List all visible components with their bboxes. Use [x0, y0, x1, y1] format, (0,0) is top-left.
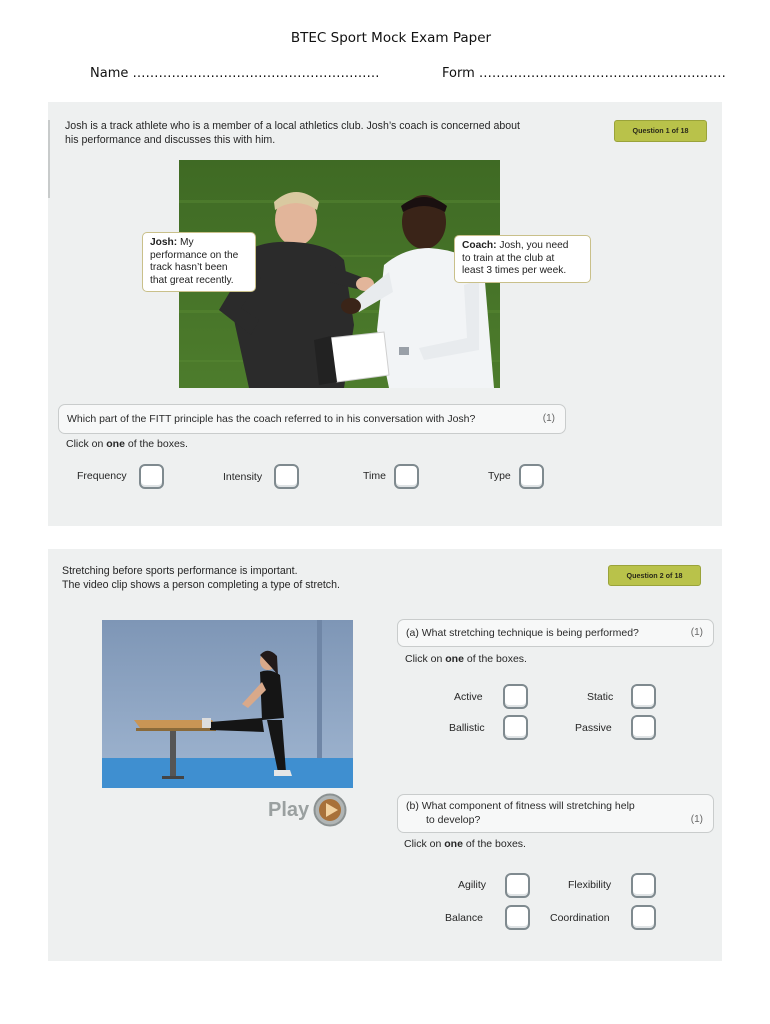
- name-field-line: Name …………………………………………………: [90, 66, 380, 81]
- coach-text-line-2: to train at the club at: [462, 252, 555, 264]
- stretch-video-drawing: [102, 620, 353, 788]
- question-2a-marks: (1): [690, 627, 703, 638]
- option-label-intensity: Intensity: [223, 471, 263, 483]
- question-1-prompt: Which part of the FITT principle has the coach referred to in his conversation with Josh?: [67, 413, 476, 425]
- question-2a-instruction: [405, 653, 527, 665]
- question-1-intro: [65, 120, 605, 147]
- play-icon: [313, 793, 347, 827]
- question-2b-instruction: [404, 838, 526, 850]
- instruction-text-end: of the boxes.: [463, 653, 527, 665]
- coach-speaker-label: Coach:: [462, 240, 497, 251]
- option-label-passive: Passive: [575, 722, 612, 734]
- question-1-card: [48, 102, 722, 526]
- coach-text-line-3: least 3 times per week.: [462, 265, 567, 276]
- option-label-balance: Balance: [445, 912, 483, 924]
- josh-speech-bubble: [142, 232, 256, 292]
- question-2a-prompt: (a) What stretching technique is being performed?: [406, 627, 639, 639]
- checkbox-static[interactable]: [631, 684, 656, 709]
- instruction-text: Click on: [404, 838, 445, 850]
- question-2b-marks: (1): [690, 814, 703, 825]
- question-2-badge: Question 2 of 18: [608, 565, 701, 586]
- coach-speech-bubble: [454, 235, 591, 283]
- option-label-type: Type: [488, 470, 511, 482]
- instruction-emphasis: one: [106, 438, 125, 450]
- checkbox-type[interactable]: [519, 464, 544, 489]
- instruction-emphasis: one: [444, 838, 463, 850]
- josh-text-line-3: track hasn’t been: [150, 262, 228, 273]
- option-label-coordination: Coordination: [550, 912, 610, 924]
- option-label-time: Time: [363, 470, 386, 482]
- card-edge-divider: [48, 120, 50, 198]
- question-2-card: [48, 549, 722, 961]
- josh-speaker-label: Josh:: [150, 237, 178, 248]
- checkbox-frequency[interactable]: [139, 464, 164, 489]
- play-label: Play: [268, 798, 310, 821]
- question-2-intro-line-1: Stretching before sports performance is important.: [62, 565, 298, 577]
- question-2-intro-line-2: The video clip shows a person completing a type of stretch.: [62, 578, 340, 591]
- instruction-text-end: of the boxes.: [124, 438, 188, 450]
- checkbox-intensity[interactable]: [274, 464, 299, 489]
- document-title: BTEC Sport Mock Exam Paper: [290, 30, 492, 46]
- instruction-text-end: of the boxes.: [462, 838, 526, 850]
- checkbox-balance[interactable]: [505, 905, 530, 930]
- question-1-marks: (1): [542, 413, 555, 424]
- josh-text-line-1: My: [177, 237, 194, 248]
- stretch-video-frame[interactable]: [102, 620, 353, 788]
- checkbox-time[interactable]: [394, 464, 419, 489]
- play-button[interactable]: [268, 793, 347, 827]
- question-2a-prompt-box: [397, 619, 714, 647]
- instruction-text: Click on: [66, 438, 107, 450]
- option-label-frequency: Frequency: [77, 470, 127, 482]
- option-label-ballistic: Ballistic: [449, 722, 485, 734]
- question-2b-prompt-line-1: (b) What component of fitness will stretching help: [406, 800, 635, 812]
- question-1-intro-line-2: his performance and discusses this with him.: [65, 133, 276, 146]
- checkbox-flexibility[interactable]: [631, 873, 656, 898]
- option-label-static: Static: [587, 691, 614, 703]
- option-label-flexibility: Flexibility: [568, 879, 612, 891]
- instruction-emphasis: one: [445, 653, 464, 665]
- question-2-intro: [62, 565, 482, 592]
- checkbox-agility[interactable]: [505, 873, 530, 898]
- checkbox-coordination[interactable]: [631, 905, 656, 930]
- question-1-prompt-box: [58, 404, 566, 434]
- option-label-agility: Agility: [458, 879, 487, 891]
- form-field-line: Form …………………………………………………: [442, 66, 726, 81]
- josh-text-line-4: that great recently.: [150, 274, 234, 286]
- checkbox-active[interactable]: [503, 684, 528, 709]
- question-1-intro-line-1: Josh is a track athlete who is a member of a local athletics club. Josh’s coach is concerned about: [65, 120, 520, 132]
- question-2b-prompt-line-2: to develop?: [426, 814, 481, 826]
- question-2b-prompt-box: [397, 794, 714, 833]
- coach-text-line-1: Josh, you need: [496, 240, 569, 251]
- option-label-active: Active: [454, 691, 483, 703]
- instruction-text: Click on: [405, 653, 446, 665]
- question-1-badge: Question 1 of 18: [614, 120, 707, 142]
- question-1-instruction: [66, 438, 188, 450]
- checkbox-passive[interactable]: [631, 715, 656, 740]
- josh-text-line-2: performance on the: [150, 249, 239, 261]
- checkbox-ballistic[interactable]: [503, 715, 528, 740]
